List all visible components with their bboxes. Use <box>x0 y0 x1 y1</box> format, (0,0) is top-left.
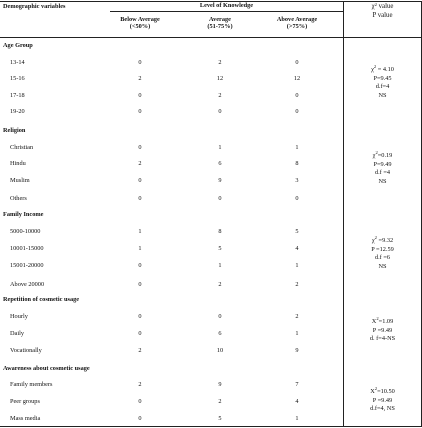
header-variables: Demographic variables <box>3 3 66 10</box>
cell-average: 8 <box>218 228 222 235</box>
section-title: Religion <box>3 127 26 134</box>
cell-below: 0 <box>138 177 142 184</box>
cell-average: 0 <box>218 313 222 320</box>
degrees-of-freedom: d. f=4-NS <box>369 335 396 342</box>
cell-below: 0 <box>138 195 142 202</box>
cell-below: 0 <box>138 262 142 269</box>
header-bottom-rule <box>0 37 422 38</box>
chi-square-stat <box>343 149 422 186</box>
row-label: 5000-10000 <box>10 228 41 235</box>
header-chi-symbol: χ <box>371 3 375 10</box>
row-label: 13-14 <box>10 59 25 66</box>
cell-average: 9 <box>218 381 222 388</box>
p-value: P =9.49 <box>372 396 393 404</box>
header-average: Average <box>209 16 231 23</box>
chi-square-stat <box>343 315 422 344</box>
cell-average: 0 <box>218 108 222 115</box>
p-value: P=9.45 <box>373 74 392 82</box>
cell-above: 9 <box>295 347 299 354</box>
cell-below: 0 <box>138 108 142 115</box>
significance: NS <box>378 177 387 185</box>
chi-square-stat <box>343 63 422 100</box>
row-label: 19-20 <box>10 108 25 115</box>
cell-above: 1 <box>295 144 299 151</box>
row-label: Family members <box>10 381 53 388</box>
cell-above: 0 <box>295 59 299 66</box>
cell-above: 2 <box>295 313 299 320</box>
row-label: Vocationally <box>10 347 42 354</box>
cell-below: 0 <box>138 398 142 405</box>
cell-below: 0 <box>138 281 142 288</box>
cell-average: 2 <box>218 92 222 99</box>
chi-square-value: $\chi^2 =9.32$ <box>371 234 394 244</box>
cell-average: 10 <box>216 347 224 354</box>
header-chi-value-label: value <box>376 3 394 10</box>
chi-square-stat <box>343 385 422 414</box>
cell-above: 0 <box>295 92 299 99</box>
header-p-value: P value <box>372 12 393 19</box>
header-above-range: (>75%) <box>286 23 308 30</box>
degrees-of-freedom: d.f =6 <box>374 254 391 261</box>
row-label: 15-16 <box>10 75 25 82</box>
cell-above: 1 <box>295 330 299 337</box>
cell-average: 1 <box>218 144 222 151</box>
cell-average: 1 <box>218 262 222 269</box>
cell-above: 12 <box>293 75 301 82</box>
row-label: Peer groups <box>10 398 40 405</box>
chi-square-value: $X^2=10.50$ <box>370 385 395 395</box>
cell-average: 5 <box>218 245 222 252</box>
cell-below: 1 <box>138 228 142 235</box>
cell-average: 9 <box>218 177 222 184</box>
section-title: Age Group <box>3 42 33 49</box>
row-label: 15001-20000 <box>10 262 44 269</box>
cell-average: 2 <box>218 281 222 288</box>
cell-above: 3 <box>295 177 299 184</box>
row-label: Daily <box>10 330 24 337</box>
cell-above: 1 <box>295 415 299 422</box>
cell-above: 4 <box>295 398 299 405</box>
cell-below: 2 <box>138 160 142 167</box>
cell-above: 2 <box>295 281 299 288</box>
header-below-range: (<50%) <box>129 23 151 30</box>
cell-below: 2 <box>138 381 142 388</box>
cell-below: 2 <box>138 75 142 82</box>
row-label: Others <box>10 195 27 202</box>
cell-below: 1 <box>138 245 142 252</box>
row-label: 10001-15000 <box>10 245 44 252</box>
table-bottom-rule <box>0 426 422 427</box>
cell-above: 7 <box>295 381 299 388</box>
significance: NS <box>378 262 387 270</box>
row-label: Christian <box>10 144 34 151</box>
knowledge-underline <box>110 11 343 12</box>
degrees-of-freedom: d.f=4, NS <box>370 405 395 412</box>
cell-average: 2 <box>218 398 222 405</box>
cell-below: 0 <box>138 313 142 320</box>
cell-above: 0 <box>295 108 299 115</box>
row-label: 17-18 <box>10 92 25 99</box>
chi-column-left-rule <box>343 1 344 426</box>
cell-average: 6 <box>218 160 222 167</box>
p-value: P =12.59 <box>371 245 394 253</box>
header-level-of-knowledge: Level of Knowledge <box>199 2 254 9</box>
row-label: Hindu <box>10 160 26 167</box>
row-label: Muslim <box>10 177 30 184</box>
header-below-average: Below Average <box>120 16 160 23</box>
chi-square-stat <box>343 234 422 271</box>
header-above-average: Above Average <box>276 16 318 23</box>
cell-average: 2 <box>218 59 222 66</box>
significance: NS <box>378 91 387 99</box>
cell-above: 1 <box>295 262 299 269</box>
cell-above: 0 <box>295 195 299 202</box>
chi-square-value: $\chi^2 = 4.10$ <box>371 63 394 73</box>
row-label: Hourly <box>10 313 28 320</box>
section-title: Family Income <box>3 211 44 218</box>
header-average-range: (51-75%) <box>207 23 233 30</box>
chi-square-value: $X^2=1.09$ <box>371 315 394 325</box>
chi-square-value: $\chi^2=0.19$ <box>372 149 393 159</box>
section-title: Awareness about cosmetic usage <box>3 365 90 372</box>
cell-below: 2 <box>138 347 142 354</box>
cell-average: 12 <box>216 75 224 82</box>
section-title: Repetition of cosmetic usage <box>3 296 80 303</box>
cell-below: 0 <box>138 92 142 99</box>
cell-below: 0 <box>138 59 142 66</box>
cell-below: 0 <box>138 330 142 337</box>
row-label: Mass media <box>10 415 41 422</box>
header-chi-value <box>343 1 422 11</box>
cell-above: 4 <box>295 245 299 252</box>
cell-average: 0 <box>218 195 222 202</box>
p-value: P =9.49 <box>372 326 393 334</box>
p-value: P=9.49 <box>373 160 392 168</box>
cell-above: 5 <box>295 228 299 235</box>
cell-average: 6 <box>218 330 222 337</box>
header-chi-superscript: 2 <box>374 1 377 7</box>
cell-below: 0 <box>138 144 142 151</box>
degrees-of-freedom: d.f =4 <box>374 169 391 176</box>
cell-above: 8 <box>295 160 299 167</box>
cell-average: 5 <box>218 415 222 422</box>
cell-below: 0 <box>138 415 142 422</box>
row-label: Above 20000 <box>10 281 45 288</box>
degrees-of-freedom: d.f=4 <box>375 83 390 90</box>
